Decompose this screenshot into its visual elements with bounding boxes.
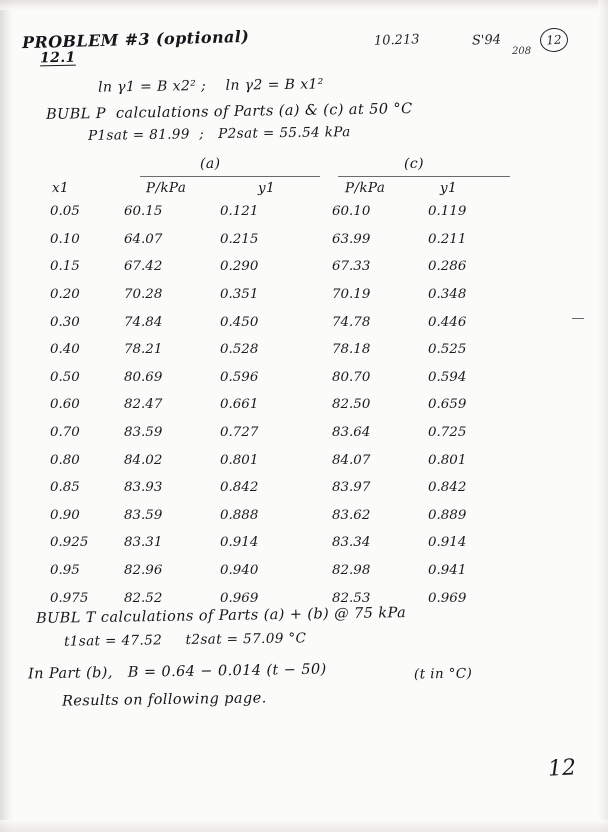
cell-p-a: 83.93 <box>124 480 163 496</box>
cell-p-a: 82.52 <box>124 590 163 606</box>
cell-p-c: 60.10 <box>332 204 371 220</box>
cell-y-c: 0.914 <box>428 535 467 551</box>
cell-y-a: 0.801 <box>220 452 259 468</box>
cell-p-a: 70.28 <box>124 287 163 303</box>
cell-p-c: 80.70 <box>332 369 371 385</box>
cell-y-c: 0.842 <box>428 480 467 496</box>
small-number: 208 <box>512 46 532 57</box>
cell-y-a: 0.969 <box>220 590 259 606</box>
cell-y-c: 0.119 <box>428 204 467 220</box>
cell-y-a: 0.351 <box>220 287 259 303</box>
cell-p-c: 82.98 <box>332 563 371 579</box>
cell-y-a: 0.914 <box>220 535 259 551</box>
cell-p-c: 78.18 <box>332 342 371 358</box>
cell-y-c: 0.725 <box>428 425 467 441</box>
cell-y-a: 0.661 <box>220 397 259 413</box>
cell-p-a: 84.02 <box>124 452 163 468</box>
table-row <box>50 391 518 419</box>
cell-p-a: 64.07 <box>124 231 163 247</box>
cell-y-c: 0.594 <box>428 369 467 385</box>
cell-x1: 0.10 <box>50 231 80 247</box>
cell-p-a: 74.84 <box>124 314 163 330</box>
table-row <box>50 336 518 364</box>
table-row <box>50 474 518 502</box>
cell-x1: 0.60 <box>50 397 80 413</box>
footer-page-number: 12 <box>547 755 577 782</box>
tsat-values: t1sat = 47.52 t2sat = 57.09 °C <box>63 630 307 650</box>
cell-p-a: 67.42 <box>124 259 163 275</box>
column-header-x1: x1 <box>51 179 70 197</box>
cell-p-c: 63.99 <box>332 231 371 247</box>
cell-y-a: 0.215 <box>220 231 259 247</box>
column-header-pc: P/kPa <box>344 179 386 197</box>
vle-data-table <box>50 198 518 612</box>
cell-p-c: 74.78 <box>332 314 371 330</box>
cell-p-c: 83.34 <box>332 535 371 551</box>
cell-p-a: 78.21 <box>124 342 163 358</box>
cell-p-a: 83.59 <box>124 507 163 523</box>
scan-edge-left <box>0 0 14 832</box>
column-header-ya: y1 <box>257 179 276 197</box>
cell-p-c: 83.62 <box>332 507 371 523</box>
table-row <box>50 502 518 530</box>
course-code: 10.213 <box>373 32 420 49</box>
margin-dash <box>572 318 584 319</box>
cell-y-c: 0.446 <box>428 314 467 330</box>
column-header-pa: P/kPa <box>145 179 187 197</box>
cell-y-a: 0.888 <box>220 507 259 523</box>
cell-p-a: 83.31 <box>124 535 163 551</box>
psat-values: P1sat = 81.99 ; P2sat = 55.54 kPa <box>87 124 351 144</box>
cell-x1: 0.40 <box>50 342 80 358</box>
cell-y-a: 0.596 <box>220 369 259 385</box>
group-label-a: (a) <box>199 155 221 173</box>
cell-p-a: 82.47 <box>124 397 163 413</box>
table-row <box>50 557 518 585</box>
table-row <box>50 308 518 336</box>
table-row <box>50 198 518 226</box>
table-row <box>50 281 518 309</box>
page-circle-number: 12 <box>539 27 569 53</box>
results-note: Results on following page. <box>61 690 267 710</box>
cell-x1: 0.90 <box>50 507 80 523</box>
cell-p-a: 83.59 <box>124 425 163 441</box>
table-body <box>50 198 518 612</box>
scan-edge-right <box>598 0 608 832</box>
cell-y-c: 0.969 <box>428 590 467 606</box>
cell-y-a: 0.290 <box>220 259 259 275</box>
cell-y-c: 0.211 <box>428 231 467 247</box>
group-label-c: (c) <box>403 155 425 173</box>
scan-edge-top <box>0 0 608 10</box>
cell-y-c: 0.525 <box>428 342 467 358</box>
bubl-t-heading: BUBL T calculations of Parts (a) + (b) @ 75 kPa <box>35 605 407 627</box>
cell-p-a: 80.69 <box>124 369 163 385</box>
cell-y-a: 0.842 <box>220 480 259 496</box>
term-label: S'94 <box>471 32 502 49</box>
cell-y-c: 0.941 <box>428 563 467 579</box>
cell-x1: 0.975 <box>50 590 89 606</box>
table-row <box>50 253 518 281</box>
cell-p-c: 82.53 <box>332 590 371 606</box>
cell-p-c: 83.64 <box>332 425 371 441</box>
column-header-yc: y1 <box>439 179 458 197</box>
cell-x1: 0.85 <box>50 480 80 496</box>
table-row <box>50 226 518 254</box>
part-b-equation: In Part (b), B = 0.64 − 0.014 (t − 50) <box>27 661 327 683</box>
cell-y-c: 0.348 <box>428 287 467 303</box>
cell-p-c: 84.07 <box>332 452 371 468</box>
cell-p-a: 82.96 <box>124 563 163 579</box>
cell-y-a: 0.528 <box>220 342 259 358</box>
cell-y-a: 0.727 <box>220 425 259 441</box>
cell-p-c: 67.33 <box>332 259 371 275</box>
cell-p-c: 82.50 <box>332 397 371 413</box>
problem-title: PROBLEM #3 (optional) <box>21 26 250 53</box>
part-b-note: (t in °C) <box>413 665 473 683</box>
cell-x1: 0.05 <box>50 204 80 220</box>
cell-y-c: 0.659 <box>428 397 467 413</box>
gamma-equations: ln γ1 = B x2² ; ln γ2 = B x1² <box>97 76 324 96</box>
cell-x1: 0.20 <box>50 287 80 303</box>
cell-x1: 0.95 <box>50 563 80 579</box>
cell-y-a: 0.940 <box>220 563 259 579</box>
cell-x1: 0.50 <box>50 369 80 385</box>
cell-x1: 0.70 <box>50 425 80 441</box>
group-rule-c <box>338 176 510 177</box>
cell-x1: 0.925 <box>50 535 89 551</box>
cell-x1: 0.80 <box>50 452 80 468</box>
table-row <box>50 529 518 557</box>
table-row <box>50 364 518 392</box>
cell-x1: 0.15 <box>50 259 80 275</box>
table-row <box>50 446 518 474</box>
scan-edge-bottom <box>0 820 608 832</box>
cell-p-c: 83.97 <box>332 480 371 496</box>
cell-y-c: 0.889 <box>428 507 467 523</box>
table-row <box>50 419 518 447</box>
cell-p-c: 70.19 <box>332 287 371 303</box>
cell-x1: 0.30 <box>50 314 80 330</box>
section-number: 12.1 <box>39 49 76 67</box>
cell-y-c: 0.801 <box>428 452 467 468</box>
cell-y-a: 0.121 <box>220 204 259 220</box>
group-rule-a <box>140 176 320 177</box>
cell-y-c: 0.286 <box>428 259 467 275</box>
bubl-p-heading: BUBL P calculations of Parts (a) & (c) at 50 °C <box>45 101 413 123</box>
cell-y-a: 0.450 <box>220 314 259 330</box>
cell-p-a: 60.15 <box>124 204 163 220</box>
